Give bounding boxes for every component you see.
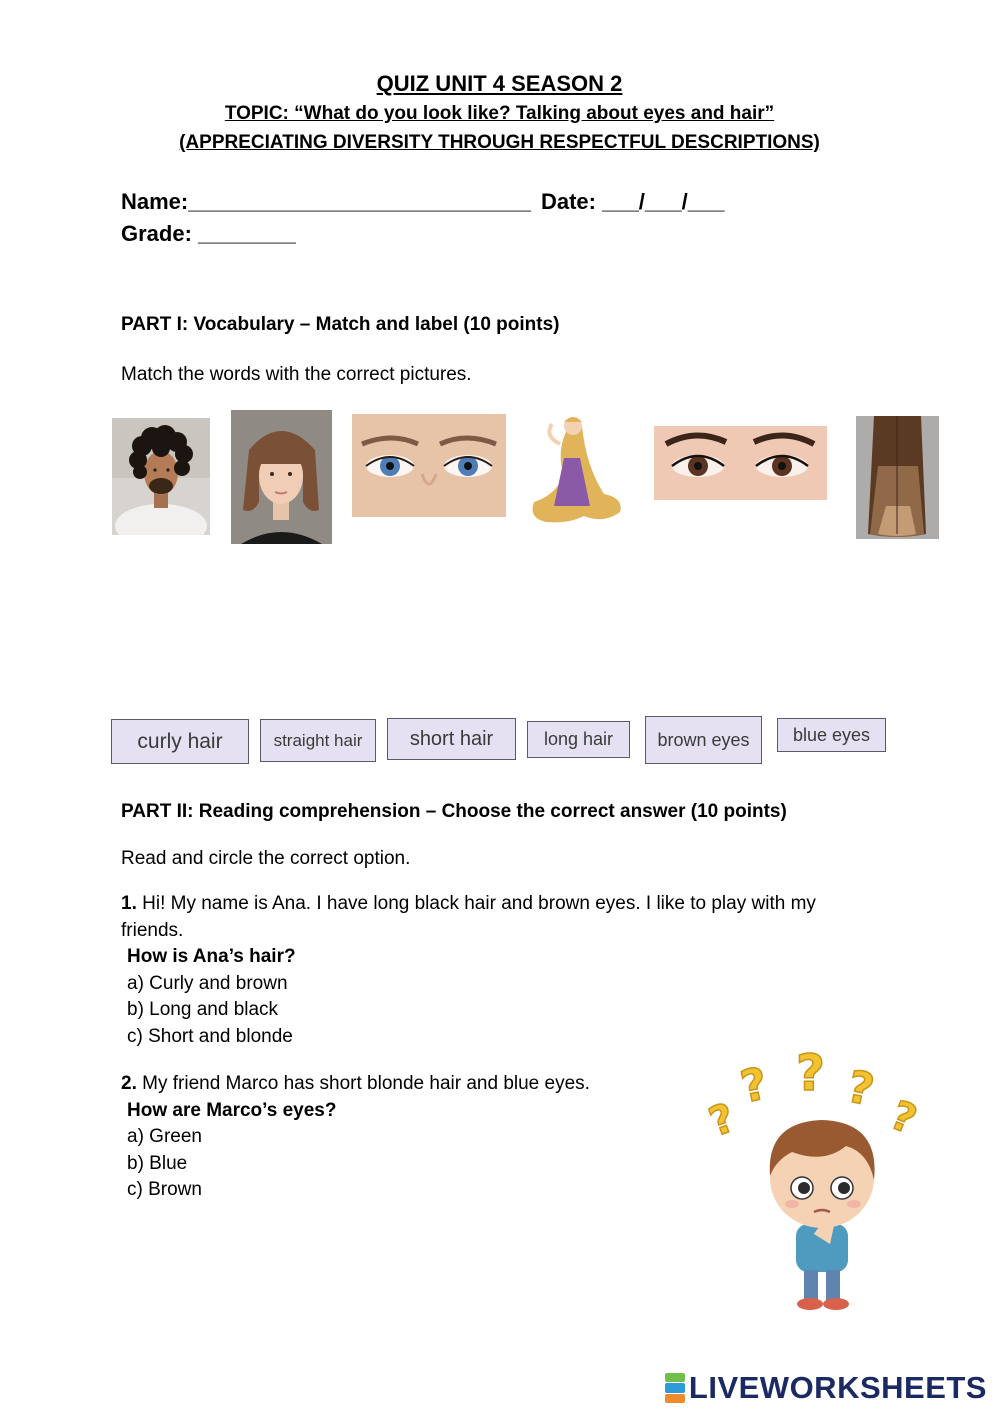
q2-option-a[interactable]: a) Green xyxy=(127,1126,202,1147)
question-2-text xyxy=(121,1071,681,1098)
q2-option-b[interactable]: b) Blue xyxy=(127,1152,188,1174)
date-field[interactable]: Date: ___/___/___ xyxy=(540,189,725,214)
card-brown-eyes[interactable]: brown eyes xyxy=(645,716,762,764)
question-2 xyxy=(121,1071,681,1204)
card-curly-hair[interactable]: curly hair xyxy=(111,719,249,764)
question-1 xyxy=(121,891,881,1050)
card-long-hair[interactable]: long hair xyxy=(527,721,630,758)
question-2-prompt: How are Marco’s eyes? xyxy=(127,1099,337,1121)
part1-heading: PART I: Vocabulary – Match and label (10 points) xyxy=(121,314,560,335)
svg-text:?: ? xyxy=(703,1094,741,1147)
card-short-hair[interactable]: short hair xyxy=(387,718,516,760)
q2-option-c[interactable]: c) Brown xyxy=(127,1179,202,1200)
brown-eyes-photo xyxy=(654,426,827,500)
q1-option-b[interactable]: b) Long and black xyxy=(127,999,279,1020)
question-2-number: 2. xyxy=(121,1073,137,1094)
name-date-line xyxy=(121,189,724,215)
grade-field[interactable]: Grade: ________ xyxy=(121,221,296,246)
svg-text:?: ? xyxy=(884,1092,923,1144)
short-hair-photo xyxy=(231,410,332,544)
part2-heading: PART II: Reading comprehension – Choose the correct answer (10 points) xyxy=(121,801,787,822)
question-1-number: 1. xyxy=(121,893,137,914)
quiz-subtopic: (APPRECIATING DIVERSITY THROUGH RESPECTFUL DESCRIPTIONS) xyxy=(179,132,820,153)
card-straight-hair[interactable]: straight hair xyxy=(260,719,376,762)
logo-blocks-icon xyxy=(665,1373,685,1403)
q1-option-a[interactable]: a) Curly and brown xyxy=(127,972,288,994)
card-blue-eyes[interactable]: blue eyes xyxy=(777,718,886,752)
part1-instruction: Match the words with the correct pictures. xyxy=(121,364,472,385)
logo-text: LIVEWORKSHEETS xyxy=(688,1370,987,1405)
svg-text:?: ? xyxy=(842,1061,879,1117)
question-2-line1: My friend Marco has short blonde hair and blue eyes. xyxy=(136,1073,590,1094)
liveworksheets-logo xyxy=(665,1370,987,1406)
long-hair-cartoon xyxy=(524,406,628,526)
q1-option-c[interactable]: c) Short and blonde xyxy=(127,1025,293,1047)
svg-text:?: ? xyxy=(736,1058,773,1114)
straight-hair-photo xyxy=(856,416,939,539)
question-1-prompt: How is Ana’s hair? xyxy=(127,946,296,967)
question-1-line1: Hi! My name is Ana. I have long black hair and brown eyes. I like to play with my xyxy=(136,893,816,914)
question-1-line2: friends. xyxy=(121,919,184,941)
thinking-boy-question-marks xyxy=(696,1048,954,1318)
blue-eyes-photo xyxy=(352,414,506,517)
part2-instruction: Read and circle the correct option. xyxy=(121,848,411,869)
quiz-topic: TOPIC: “What do you look like? Talking about eyes and hair” xyxy=(224,103,775,124)
curly-hair-photo xyxy=(112,418,210,535)
svg-text:?: ? xyxy=(796,1048,826,1102)
name-field[interactable]: Name:____________________________ xyxy=(121,189,531,214)
quiz-title: QUIZ UNIT 4 SEASON 2 xyxy=(376,71,623,96)
question-1-text xyxy=(121,891,881,918)
